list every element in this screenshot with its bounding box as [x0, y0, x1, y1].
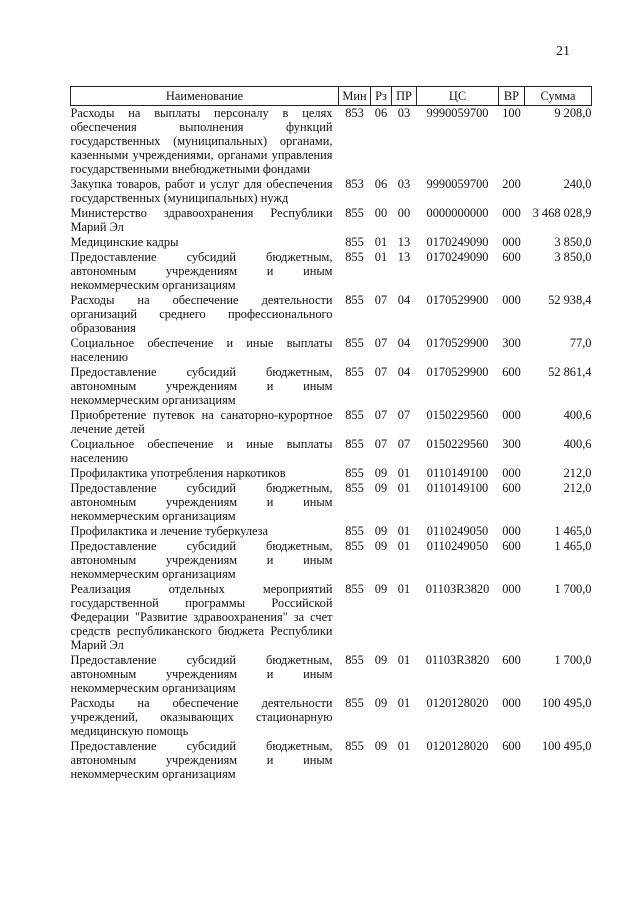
- table-row: [71, 407, 592, 436]
- cell-vr: 000: [502, 235, 521, 249]
- cell-pr: 07: [397, 408, 411, 422]
- cell-name: Предоставление субсидий бюджетным, автономным учреждениям и иным некоммерческим организациям: [70, 653, 333, 695]
- cell-pr: 01: [397, 481, 411, 495]
- budget-table: [70, 86, 592, 781]
- cell-sum: 100 495,0: [541, 696, 592, 710]
- cell-pr: 13: [397, 250, 411, 264]
- cell-rz: 09: [374, 524, 388, 538]
- table-row: [71, 523, 592, 538]
- cell-pr: 04: [397, 336, 411, 350]
- table-row: [71, 364, 592, 407]
- cell-pr: 03: [397, 177, 411, 191]
- cell-cs: 0170249090: [426, 235, 489, 249]
- cell-cs: 0110149100: [426, 466, 489, 480]
- cell-sum: 52 861,4: [548, 365, 592, 379]
- cell-rz: 07: [374, 365, 388, 379]
- table-row: [71, 106, 592, 177]
- cell-pr: 01: [397, 466, 411, 480]
- cell-pr: 01: [397, 524, 411, 538]
- cell-cs: 0110149100: [426, 481, 489, 495]
- cell-pr: 01: [397, 696, 411, 710]
- cell-rz: 07: [374, 336, 388, 350]
- cell-min: 853: [345, 177, 364, 191]
- cell-cs: 0170529900: [426, 336, 489, 350]
- cell-cs: 0110249050: [426, 524, 489, 538]
- cell-sum: 1 465,0: [554, 524, 592, 538]
- cell-vr: 300: [502, 437, 521, 451]
- cell-name: Предоставление субсидий бюджетным, автономным учреждениям и иным некоммерческим организациям: [70, 539, 333, 581]
- cell-rz: 09: [374, 539, 388, 553]
- cell-cs: 01103R3820: [425, 653, 490, 667]
- cell-vr: 000: [502, 696, 521, 710]
- cell-cs: 0170249090: [426, 250, 489, 264]
- cell-min: 855: [345, 582, 364, 596]
- cell-sum: 77,0: [569, 336, 592, 350]
- cell-vr: 600: [502, 250, 521, 264]
- cell-min: 853: [345, 106, 364, 120]
- cell-name: Предоставление субсидий бюджетным, автономным учреждениям и иным некоммерческим организациям: [70, 739, 333, 781]
- table-row: [71, 292, 592, 335]
- cell-rz: 06: [374, 106, 388, 120]
- cell-sum: 100 495,0: [541, 739, 592, 753]
- cell-sum: 1 700,0: [554, 582, 592, 596]
- table-row: [71, 538, 592, 581]
- table-row: [71, 581, 592, 652]
- cell-name: Профилактика употребления наркотиков: [70, 466, 286, 480]
- cell-cs: 0000000000: [426, 206, 489, 220]
- cell-pr: 03: [397, 106, 411, 120]
- cell-pr: 13: [397, 235, 411, 249]
- cell-vr: 600: [502, 739, 521, 753]
- cell-name: Министерство здравоохранения Республики Марий Эл: [70, 206, 333, 234]
- cell-cs: 0170529900: [426, 293, 489, 307]
- cell-vr: 000: [502, 293, 521, 307]
- cell-name: Профилактика и лечение туберкулеза: [70, 524, 269, 538]
- table-row: [71, 436, 592, 465]
- header-cs: ЦС: [417, 87, 499, 106]
- cell-sum: 240,0: [563, 177, 592, 191]
- cell-vr: 000: [502, 466, 521, 480]
- table-row: [71, 652, 592, 695]
- cell-min: 855: [345, 539, 364, 553]
- table-body: [71, 106, 592, 782]
- table-row: [71, 335, 592, 364]
- cell-min: 855: [345, 524, 364, 538]
- cell-cs: 0150229560: [426, 408, 489, 422]
- table-row: [71, 695, 592, 738]
- cell-pr: 01: [397, 739, 411, 753]
- header-sum: Сумма: [525, 87, 592, 106]
- cell-name: Расходы на обеспечение деятельности организаций среднего профессионального образования: [70, 293, 333, 335]
- cell-cs: 9990059700: [426, 177, 489, 191]
- cell-rz: 09: [374, 696, 388, 710]
- cell-rz: 07: [374, 408, 388, 422]
- cell-rz: 06: [374, 177, 388, 191]
- cell-rz: 09: [374, 481, 388, 495]
- page-number: 21: [556, 44, 570, 59]
- cell-pr: 04: [397, 365, 411, 379]
- header-vr: ВР: [499, 87, 525, 106]
- cell-rz: 09: [374, 466, 388, 480]
- table-row: [71, 205, 592, 234]
- cell-name: Приобретение путевок на санаторно-курортное лечение детей: [70, 408, 333, 436]
- cell-vr: 000: [502, 408, 521, 422]
- cell-sum: 3 468 028,9: [532, 206, 592, 220]
- cell-pr: 00: [397, 206, 411, 220]
- cell-vr: 000: [502, 582, 521, 596]
- cell-sum: 9 208,0: [554, 106, 592, 120]
- cell-pr: 01: [397, 539, 411, 553]
- cell-rz: 01: [374, 250, 388, 264]
- cell-vr: 600: [502, 653, 521, 667]
- header-rz: Рз: [371, 87, 392, 106]
- cell-min: 855: [345, 696, 364, 710]
- cell-cs: 0170529900: [426, 365, 489, 379]
- cell-sum: 1 700,0: [554, 653, 592, 667]
- cell-min: 855: [345, 336, 364, 350]
- cell-rz: 01: [374, 235, 388, 249]
- cell-rz: 09: [374, 582, 388, 596]
- cell-cs: 0120128020: [426, 696, 489, 710]
- cell-cs: 01103R3820: [425, 582, 490, 596]
- cell-rz: 09: [374, 653, 388, 667]
- cell-name: Социальное обеспечение и иные выплаты населению: [70, 437, 333, 465]
- cell-name: Реализация отдельных мероприятий государственной программы Российской Федерации "Развитие здравоохранения" за счет средств республиканского бюджета Республики Марий Эл: [70, 582, 333, 652]
- table-row: [71, 176, 592, 205]
- cell-pr: 07: [397, 437, 411, 451]
- cell-vr: 600: [502, 481, 521, 495]
- header-min: Мин: [339, 87, 371, 106]
- cell-vr: 200: [502, 177, 521, 191]
- table-row: [71, 249, 592, 292]
- cell-sum: 400,6: [563, 408, 592, 422]
- cell-vr: 600: [502, 365, 521, 379]
- cell-sum: 212,0: [563, 481, 592, 495]
- cell-sum: 1 465,0: [554, 539, 592, 553]
- cell-rz: 07: [374, 437, 388, 451]
- cell-name: Медицинские кадры: [70, 235, 179, 249]
- cell-min: 855: [345, 653, 364, 667]
- cell-cs: 9990059700: [426, 106, 489, 120]
- table-header: [71, 87, 592, 106]
- cell-name: Предоставление субсидий бюджетным, автономным учреждениям и иным некоммерческим организациям: [70, 481, 333, 523]
- cell-rz: 00: [374, 206, 388, 220]
- cell-sum: 3 850,0: [554, 250, 592, 264]
- cell-min: 855: [345, 250, 364, 264]
- cell-sum: 212,0: [563, 466, 592, 480]
- cell-name: Расходы на обеспечение деятельности учреждений, оказывающих стационарную медицинскую помощь: [70, 696, 333, 738]
- table-row: [71, 738, 592, 781]
- header-pr: ПР: [392, 87, 417, 106]
- cell-vr: 100: [502, 106, 521, 120]
- cell-sum: 400,6: [563, 437, 592, 451]
- cell-cs: 0120128020: [426, 739, 489, 753]
- cell-cs: 0150229560: [426, 437, 489, 451]
- cell-min: 855: [345, 739, 364, 753]
- cell-pr: 01: [397, 653, 411, 667]
- cell-min: 855: [345, 466, 364, 480]
- cell-name: Предоставление субсидий бюджетным, автономным учреждениям и иным некоммерческим организациям: [70, 250, 333, 292]
- cell-rz: 07: [374, 293, 388, 307]
- cell-min: 855: [345, 293, 364, 307]
- header-name: Наименование: [71, 87, 339, 106]
- cell-name: Социальное обеспечение и иные выплаты населению: [70, 336, 333, 364]
- cell-vr: 600: [502, 539, 521, 553]
- cell-vr: 000: [502, 524, 521, 538]
- cell-rz: 09: [374, 739, 388, 753]
- cell-min: 855: [345, 481, 364, 495]
- cell-name: Закупка товаров, работ и услуг для обеспечения государственных (муниципальных) нужд: [70, 177, 333, 205]
- cell-min: 855: [345, 437, 364, 451]
- cell-sum: 3 850,0: [554, 235, 592, 249]
- cell-min: 855: [345, 408, 364, 422]
- cell-cs: 0110249050: [426, 539, 489, 553]
- cell-min: 855: [345, 235, 364, 249]
- cell-min: 855: [345, 365, 364, 379]
- cell-min: 855: [345, 206, 364, 220]
- cell-vr: 300: [502, 336, 521, 350]
- cell-name: Предоставление субсидий бюджетным, автономным учреждениям и иным некоммерческим организациям: [70, 365, 333, 407]
- table-row: [71, 480, 592, 523]
- cell-vr: 000: [502, 206, 521, 220]
- table-row: [71, 234, 592, 249]
- cell-sum: 52 938,4: [548, 293, 592, 307]
- cell-pr: 04: [397, 293, 411, 307]
- table-row: [71, 465, 592, 480]
- cell-name: Расходы на выплаты персоналу в целях обеспечения выполнения функций государственных (муниципальных) органами, казенными учреждениями, органами управления государственными внебюджетными фондами: [70, 106, 333, 176]
- cell-pr: 01: [397, 582, 411, 596]
